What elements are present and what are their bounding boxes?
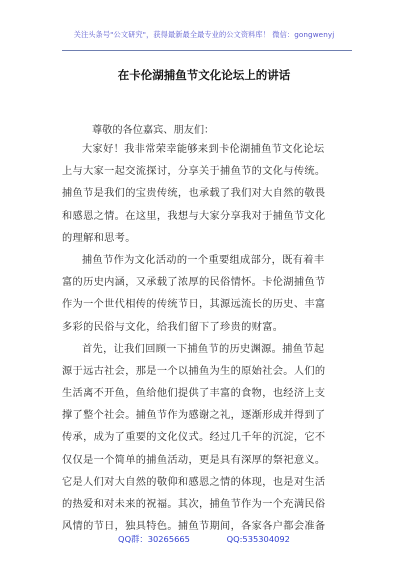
document-title: 在卡伦湖捕鱼节文化论坛上的讲话	[117, 68, 291, 82]
body-line: 源于远古社会，那是一个以捕鱼为生的原始社会。人们的	[62, 365, 326, 377]
footer-qq-group: QQ群：30265665	[118, 534, 190, 544]
salutation: 尊敬的各位嘉宾、朋友们：	[92, 125, 215, 136]
body-line: 生活离不开鱼，鱼给他们提供了丰富的食物，也经济上支	[62, 388, 326, 400]
document-body	[62, 139, 350, 538]
body-line: 作为一个世代相传的传统节日，其源远流长的历史、丰富	[62, 299, 326, 311]
footer	[0, 533, 408, 545]
body-line: 撑了整个社会。捕鱼节作为感谢之礼，逐渐形成并得到了	[62, 410, 326, 422]
body-line: 风情的节日，独具特色。捕鱼节期间，各家各户都会准备	[62, 521, 326, 533]
body-line: 捕鱼节作为文化活动的一个重要组成部分，既有着丰	[82, 254, 325, 266]
body-line: 捕鱼节是我们的宝贵传统，也承载了我们对大自然的敬畏	[62, 188, 326, 200]
body-line: 的理解和思考。	[62, 232, 136, 244]
body-line: 传承，成为了重要的文化仪式。经过几千年的沉淀，它不	[62, 432, 326, 444]
body-line: 的热爱和对未来的祝福。其次，捕鱼节作为一个充满民俗	[62, 499, 326, 510]
footer-qq: QQ:535304092	[226, 534, 290, 544]
body-line: 和感恩之情。在这里，我想与大家分享我对于捕鱼节文化	[62, 210, 326, 222]
body-line: 富的历史内涵，又承载了浓厚的民俗情怀。卡伦湖捕鱼节	[62, 277, 326, 289]
body-line: 它是人们对大自然的敬仰和感恩之情的体现，也是对生活	[62, 476, 326, 488]
body-line: 大家好！我非常荣幸能够来到卡伦湖捕鱼节文化论坛	[82, 144, 325, 155]
body-line: 多彩的民俗与文化，给我们留下了珍贵的财富。	[62, 321, 284, 333]
body-line: 上与大家一起交流探讨，分享关于捕鱼节的文化与传统。	[62, 166, 326, 178]
body-line: 首先，让我们回顾一下捕鱼节的历史渊源。捕鱼节起	[82, 343, 325, 355]
header-note: 关注头条号"公文研究"，获得最新最全最专业的公文资料库！ 微信：gongwenyj	[73, 30, 335, 39]
body-line: 仅仅是一个简单的捕鱼活动，更是具有深厚的祭祀意义。	[62, 454, 326, 466]
header-divider	[62, 50, 352, 51]
